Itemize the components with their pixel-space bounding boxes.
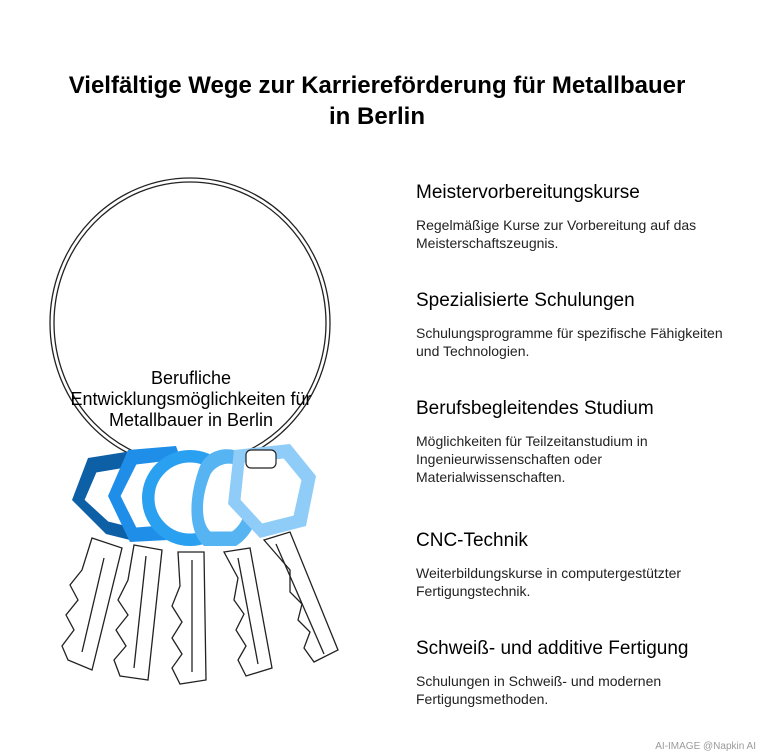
item-title: Meistervorbereitungskurse (416, 182, 640, 203)
item-description: Schulungen in Schweiß- und modernen Fertigungsmethoden. (416, 673, 662, 707)
item-schweiss-additive-fertigung (416, 638, 746, 708)
item-berufsbegleitendes-studium (416, 398, 746, 486)
item-title: Berufsbegleitendes Studium (416, 398, 654, 419)
item-title: Spezialisierte Schulungen (416, 290, 635, 311)
page-title: Vielfältige Wege zur Karriereförderung für Metallbauer in Berlin (68, 72, 686, 130)
item-spezialisierte-schulungen (416, 290, 746, 360)
key-blade-2 (114, 545, 162, 680)
item-description: Weiterbildungskurse in computergestützter Fertigungstechnik. (416, 565, 682, 599)
item-title: CNC-Technik (416, 530, 528, 551)
item-title: Schweiß- und additive Fertigung (416, 638, 689, 659)
key-blade-4 (224, 548, 272, 676)
key-blade-3 (172, 552, 206, 684)
item-description: Möglichkeiten für Teilzeitanstudium in Ingenieurwissenschaften oder Materialwissenschaften. (416, 433, 648, 485)
footer-credit: AI-IMAGE @Napkin AI (655, 741, 756, 752)
item-meistervorbereitungskurse (416, 182, 746, 252)
item-description: Regelmäßige Kurse zur Vorbereitung auf das Meisterschaftszeugnis. (416, 217, 697, 251)
key-blade-1 (62, 538, 122, 670)
item-cnc-technik (416, 530, 746, 600)
key-blade-5 (264, 532, 338, 662)
center-label: Berufliche Entwicklungsmöglichkeiten für Metallbauer in Berlin (70, 368, 312, 430)
item-description: Schulungsprogramme für spezifische Fähigkeiten und Technologien. (416, 325, 723, 359)
